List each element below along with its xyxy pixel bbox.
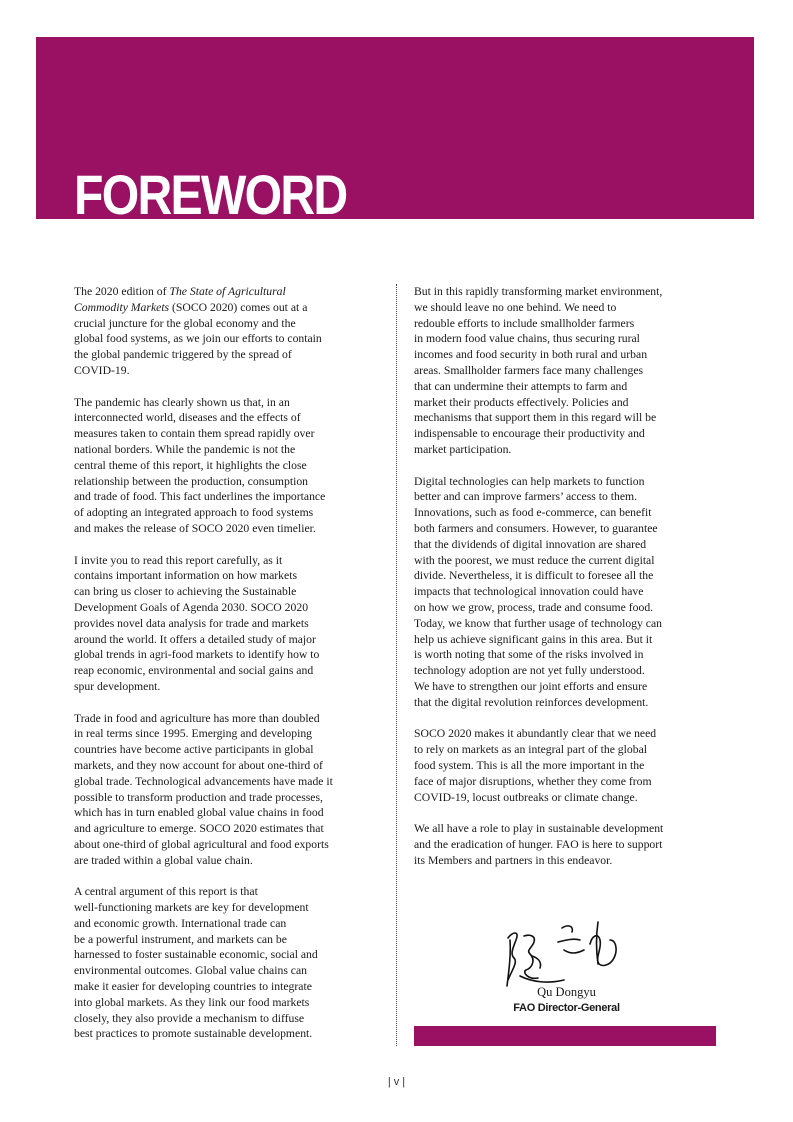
signatory-role: FAO Director-General [513,1002,620,1014]
paragraph: SOCO 2020 makes it abundantly clear that we need to rely on markets as an integral part of the global food system. This is all the more important in the face of major disruptions, whether they come from COVID-19, locust outbreaks or climate change. [414,727,657,804]
paragraph: Trade in food and agriculture has more than doubled in real terms since 1995. Emerging and developing countries have become active participants in global markets, and they now account for about one-third of global trade. Technological advancements have made it possible to transform production and trade processes, which has in turn enabled global value chains in food and agriculture to emerge. SOCO 2020 estimates that about one-third of global agricultural and food exports are traded within a global value chain. [74,711,333,867]
paragraph: We all have a role to play in sustainable development and the eradication of hunger. FAO is here to support its Members and partners in this endeavor. [414,822,664,867]
footer-bar [414,1026,716,1046]
left-column [74,284,379,1058]
paragraph-text: The 2020 edition of [74,285,170,298]
page-title: FOREWORD [74,163,347,226]
paragraph: Digital technologies can help markets to function better and can improve farmers’ access to them. Innovations, such as food e-commerce, can benefit both farmers and consumers. However, to guarantee that the dividends of digital innovation are shared with the poorest, we must reduce the current digital divide. Nevertheless, it is difficult to foresee all the impacts that technological innovation could have on how we grow, process, trade and consume food. Today, we know that further usage of technology can help us achieve significant gains in this area. But it is worth noting that some of the risks involved in technology adoption are not yet fully understood. We have to strengthen our joint efforts and ensure that the digital revolution reinforces development. [414,474,662,709]
signatory-name: Qu Dongyu [537,985,596,999]
paragraph: The pandemic has clearly shown us that, in an interconnected world, diseases and the effects of measures taken to contain them spread rapidly over national borders. While the pandemic is not the central theme of this report, it highlights the close relationship between the production, consumption and trade of food. This fact underlines the importance of adopting an integrated approach to food systems and makes the release of SOCO 2020 even timelier. [74,395,326,535]
paragraph [74,284,379,379]
paragraph: I invite you to read this report carefully, as it contains important information on how markets can bring us closer to achieving the Sustainable Development Goals of Agenda 2030. SOCO 2020 provides novel data analysis for trade and markets around the world. It offers a detailed study of major global trends in agri-food markets to identify how to reap economic, environmental and social gains and spur development. [74,553,320,693]
page-number: | v | [387,1076,406,1088]
paragraph: A central argument of this report is that well-functioning markets are key for development and economic growth. International trade can be a powerful instrument, and markets can be harnessed to foster sustainable economic, social and environmental outcomes. Global value chains can make it easier for developing countries to integrate into global markets. As they link our food markets closely, they also provide a mechanism to diffuse best practices to promote sustainable development. [74,885,318,1041]
right-column [414,284,719,884]
paragraph-text: (SOCO 2020) comes out at a crucial juncture for the global economy and the global food systems, as we join our efforts to contain the global pandemic triggered by the spread of COVID-19. [74,300,322,377]
report-title-italic: The State of Agricultural Commodity Markets [74,285,286,314]
column-divider [396,284,397,1046]
paragraph: But in this rapidly transforming market environment, we should leave no one behind. We need to redouble efforts to include smallholder farmers in modern food value chains, thus securing rural incomes and food security in both rural and urban areas. Smallholder farmers face many challenges that can undermine their attempts to farm and market their products effectively. Policies and mechanisms that support them in this regard will be indispensable to encourage their productivity and market participation. [414,285,663,456]
